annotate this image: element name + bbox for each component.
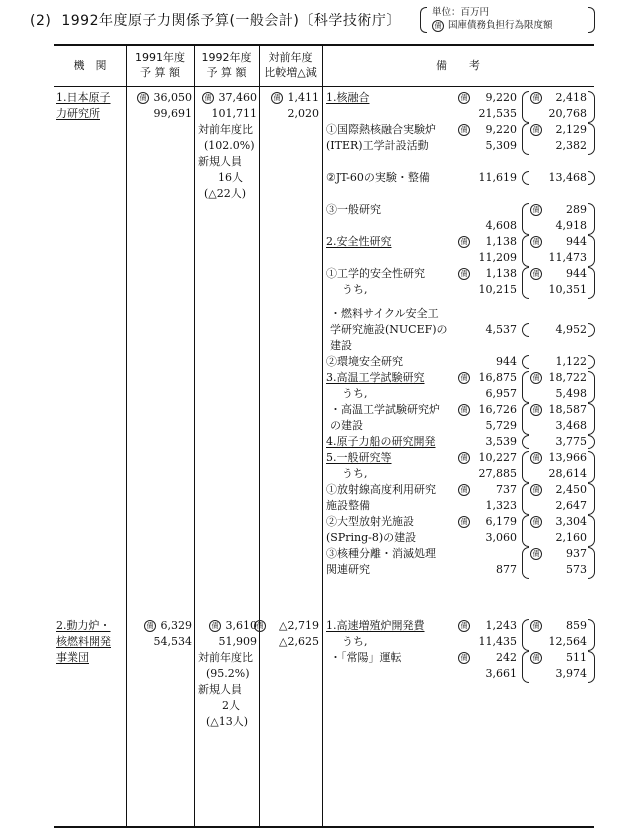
remark-prev-debt: 13,966 bbox=[548, 451, 587, 464]
remark-debt: 737 bbox=[496, 483, 517, 496]
debt-mark-icon: 債 bbox=[530, 402, 543, 418]
debt-mark-icon: 債 bbox=[458, 122, 471, 138]
remark-amount: 5,309 bbox=[485, 139, 517, 152]
paren-open bbox=[522, 123, 529, 155]
remark-debt: 242 bbox=[496, 651, 517, 664]
debt-mark-icon: 債 bbox=[530, 122, 543, 138]
remark-amount: 877 bbox=[496, 563, 517, 576]
paren-close bbox=[588, 355, 595, 369]
remark-amount: 4,608 bbox=[485, 219, 517, 232]
remark-label: の建設 bbox=[330, 419, 363, 432]
remark-label: ・燃料サイクル安全工 bbox=[330, 307, 439, 320]
paren-close bbox=[588, 203, 595, 235]
remark-label: ③一般研究 bbox=[326, 203, 381, 216]
debt-mark-icon: 債 bbox=[458, 402, 471, 418]
remark-amount: 27,885 bbox=[478, 467, 517, 480]
paren-open bbox=[522, 203, 529, 235]
paren-open bbox=[522, 651, 529, 683]
remark-prev-amount: 3,468 bbox=[555, 419, 587, 432]
remark-label: 学研究施設(NUCEF)の bbox=[330, 323, 448, 336]
remark-label: 3.高温工学試験研究 bbox=[326, 371, 425, 384]
remark-amount: 6,957 bbox=[485, 387, 517, 400]
debt-mark-icon: 債 bbox=[530, 618, 543, 634]
debt-mark-icon: 債 bbox=[530, 514, 543, 530]
remark-amount: 4,537 bbox=[485, 323, 517, 336]
debt-mark-icon: 債 bbox=[530, 650, 543, 666]
debt-mark-icon: 債 bbox=[530, 482, 543, 498]
header-1991: 1991年度 予 算 額 bbox=[135, 51, 185, 79]
header-diff: 対前年度 比較増△減 bbox=[264, 51, 317, 79]
paren-close bbox=[588, 403, 595, 435]
remark-amount: 5,729 bbox=[485, 419, 517, 432]
paren-close bbox=[588, 171, 595, 185]
remark-prev-amount: 573 bbox=[566, 563, 587, 576]
remark-label: (SPring-8)の建設 bbox=[326, 531, 417, 544]
debt-mark-icon: 債 bbox=[530, 202, 543, 218]
remark-amount: 11,435 bbox=[478, 635, 517, 648]
remark-prev-amount: 12,564 bbox=[548, 635, 587, 648]
debt-mark-icon: 債 bbox=[530, 546, 543, 562]
paren-open bbox=[522, 435, 529, 449]
remark-label: 1.高速増殖炉開発費 bbox=[326, 619, 425, 632]
remark-prev-debt: 2,129 bbox=[555, 123, 587, 136]
remark-prev-debt: 18,722 bbox=[548, 371, 587, 384]
debt-mark-icon: 債 bbox=[458, 370, 471, 386]
paren-close bbox=[588, 235, 595, 267]
agency-name: 1.日本原子 bbox=[56, 91, 111, 104]
remark-debt: 9,220 bbox=[485, 123, 517, 136]
page-title: (2) 1992年度原子力関係予算(一般会計)〔科学技術庁〕 bbox=[30, 13, 401, 29]
paren-open bbox=[522, 515, 529, 547]
paren-close bbox=[588, 435, 595, 449]
remark-prev-debt: 511 bbox=[566, 651, 587, 664]
paren-close bbox=[588, 323, 595, 337]
remark-amount: 3,661 bbox=[485, 667, 517, 680]
remark-label: ③核種分離・消滅処理 bbox=[326, 547, 436, 560]
remark-prev-amount: 4,952 bbox=[555, 323, 587, 336]
remark-label: うち, bbox=[342, 467, 368, 480]
paren-open bbox=[522, 451, 529, 483]
debt-mark-icon: 債 bbox=[458, 618, 471, 634]
debt-mark-icon: 債 bbox=[458, 514, 471, 530]
remark-debt: 1,138 bbox=[485, 267, 517, 280]
remark-prev-debt: 859 bbox=[566, 619, 587, 632]
header-remarks: 備 考 bbox=[436, 59, 480, 72]
remark-debt: 1,138 bbox=[485, 235, 517, 248]
remark-label: ①工学的安全性研究 bbox=[326, 267, 425, 280]
paren-close bbox=[588, 267, 595, 299]
remark-prev-debt: 2,450 bbox=[555, 483, 587, 496]
remark-label: 2.安全性研究 bbox=[326, 235, 392, 248]
remark-prev-amount: 10,351 bbox=[548, 283, 587, 296]
remark-amount: 3,539 bbox=[485, 435, 517, 448]
remark-amount: 11,209 bbox=[478, 251, 517, 264]
remark-debt: 1,243 bbox=[485, 619, 517, 632]
remark-label: 1.核融合 bbox=[326, 91, 370, 104]
remark-prev-amount: 3,775 bbox=[555, 435, 587, 448]
remark-prev-debt: 944 bbox=[566, 267, 587, 280]
paren-open bbox=[522, 235, 529, 267]
remark-debt: 6,179 bbox=[485, 515, 517, 528]
remark-label: うち, bbox=[342, 283, 368, 296]
paren-close bbox=[588, 651, 595, 683]
remark-label: ②環境安全研究 bbox=[326, 355, 403, 368]
remark-prev-amount: 2,160 bbox=[555, 531, 587, 544]
paren-open bbox=[522, 91, 529, 123]
remark-debt: 9,220 bbox=[485, 91, 517, 104]
debt-mark-icon: 債 bbox=[458, 482, 471, 498]
remark-label: 関連研究 bbox=[326, 563, 370, 576]
remark-prev-amount: 1,122 bbox=[555, 355, 587, 368]
paren-open bbox=[522, 267, 529, 299]
remark-debt: 16,726 bbox=[478, 403, 517, 416]
debt-mark-icon: 債 bbox=[530, 90, 543, 106]
remark-label: ②大型放射光施設 bbox=[326, 515, 414, 528]
remark-prev-amount: 11,473 bbox=[548, 251, 587, 264]
remark-prev-amount: 2,647 bbox=[555, 499, 587, 512]
remark-label: ②JT-60の実験・整備 bbox=[326, 171, 430, 184]
remark-amount: 11,619 bbox=[478, 171, 517, 184]
remark-prev-amount: 4,918 bbox=[555, 219, 587, 232]
debt-mark-icon: 債 bbox=[530, 370, 543, 386]
remark-label: ・高温工学試験研究炉 bbox=[330, 403, 440, 416]
remark-amount: 21,535 bbox=[478, 107, 517, 120]
remark-amount: 944 bbox=[496, 355, 517, 368]
paren-open bbox=[522, 323, 529, 337]
paren-open bbox=[522, 371, 529, 403]
header-1992: 1992年度 予 算 額 bbox=[201, 51, 252, 79]
paren-close bbox=[588, 619, 595, 651]
debt-mark-icon: 債 bbox=[458, 90, 471, 106]
remark-amount: 10,215 bbox=[478, 283, 517, 296]
remark-prev-debt: 18,587 bbox=[548, 403, 587, 416]
paren-open bbox=[522, 355, 529, 369]
remark-prev-amount: 2,382 bbox=[555, 139, 587, 152]
debt-mark-icon: 債 bbox=[458, 266, 471, 282]
remark-label: うち, bbox=[342, 635, 368, 648]
remark-prev-debt: 944 bbox=[566, 235, 587, 248]
header-agency: 機 関 bbox=[73, 59, 107, 72]
remark-prev-amount: 13,468 bbox=[548, 171, 587, 184]
remark-label: 施設整備 bbox=[326, 499, 370, 512]
remark-label: ①国際熱核融合実験炉 bbox=[326, 123, 436, 136]
remark-prev-debt: 2,418 bbox=[555, 91, 587, 104]
debt-mark-icon: 債 bbox=[530, 266, 543, 282]
remark-debt: 10,227 bbox=[478, 451, 517, 464]
debt-mark-icon: 債 bbox=[530, 450, 543, 466]
remark-label: 5.一般研究等 bbox=[326, 451, 392, 464]
debt-mark-icon: 債 bbox=[458, 234, 471, 250]
remark-label: 建設 bbox=[330, 339, 352, 352]
agency-name: 力研究所 bbox=[56, 107, 100, 120]
debt-mark-icon: 債 bbox=[458, 450, 471, 466]
remark-prev-amount: 28,614 bbox=[548, 467, 587, 480]
paren-open bbox=[522, 619, 529, 651]
paren-close bbox=[588, 483, 595, 515]
paren-close bbox=[588, 451, 595, 483]
paren-close bbox=[588, 547, 595, 579]
debt-mark-icon: 債 bbox=[432, 20, 444, 32]
remark-prev-amount: 5,498 bbox=[555, 387, 587, 400]
remark-label: ・「常陽」運転 bbox=[330, 651, 402, 664]
paren-open bbox=[522, 547, 529, 579]
remark-amount: 1,323 bbox=[485, 499, 517, 512]
debt-mark-icon: 債 bbox=[530, 234, 543, 250]
remark-label: ①放射線高度利用研究 bbox=[326, 483, 436, 496]
remark-prev-amount: 3,974 bbox=[555, 667, 587, 680]
debt-mark-icon: 債 bbox=[458, 650, 471, 666]
paren-open bbox=[522, 171, 529, 185]
remark-label: (ITER)工学計設活動 bbox=[326, 139, 429, 152]
remark-prev-amount: 20,768 bbox=[548, 107, 587, 120]
paren-open bbox=[522, 483, 529, 515]
remark-prev-debt: 937 bbox=[566, 547, 587, 560]
remark-amount: 3,060 bbox=[485, 531, 517, 544]
paren-open bbox=[522, 403, 529, 435]
paren-close bbox=[588, 371, 595, 403]
remark-label: 4.原子力船の研究開発 bbox=[326, 435, 436, 448]
paren-close bbox=[588, 515, 595, 547]
budget-table: 機 関 1991年度 予 算 額 1992年度 予 算 額 対前年度 比較増△減 備 考 1.日本原子 力研究所 債 36,050 99,691 債 37,460 101,711 対前年度比 (102.0%) 新規人員 16人 (△22人) 債 1,411 2,020 2.動力炉・ 核燃料開発 事業団 債 6,329 54,534 債 3,610 51,909 対前年度比 (95.2%) 新規人員 2人 (△13人) 債 △2,719 △2,625 1.核融合 債 9,220 21,535 債 2,418 20,768 ①国際熱核融合実験炉 (ITER)工学計設活動 債 9,220 5,309 債 2,129 2,382 ②JT-60の実験・整備 11,619 13,468 ③一般研究 4,608 債 289 4,918 2.安全性研究 債 1,138 11,209 債 944 11,473 ①工学的安全性研究 うち, 債 1,138 10,215 債 944 10,351 ・燃料サイクル安全工 学研究施設(NUCEF)の 建設 4,537 4,952 ②環境安全研究 944 1,122 3.高温工学試験研究 うち, 債 16,875 6,957 債 18,722 5,498 ・高温工学試験研究炉 の建設 債 16,726 5,729 債 18,587 3,468 4.原子力船の研究開発 3,539 3,775 5.一般研究等 うち, 債 10,227 27,885 債 13,966 28,614 ①放射線高度利用研究 施設整備 債 737 1,323 債 2,450 2,647 ②大型放射光施設 (SPring-8)の建設 債 6,179 3,060 債 3,304 2,160 ③核種分離・消滅処理 関連研究 877 債 937 573 1.高速増殖炉開発費 うち, 債 1,243 11,435 債 859 12,564 ・「常陽」運転 債 242 3,661 債 511 3,974 bbox=[54, 44, 594, 828]
paren-close bbox=[588, 91, 595, 123]
remark-prev-debt: 289 bbox=[566, 203, 587, 216]
remark-prev-debt: 3,304 bbox=[555, 515, 587, 528]
paren-close bbox=[588, 123, 595, 155]
remark-label: うち, bbox=[342, 387, 368, 400]
remark-debt: 16,875 bbox=[478, 371, 517, 384]
